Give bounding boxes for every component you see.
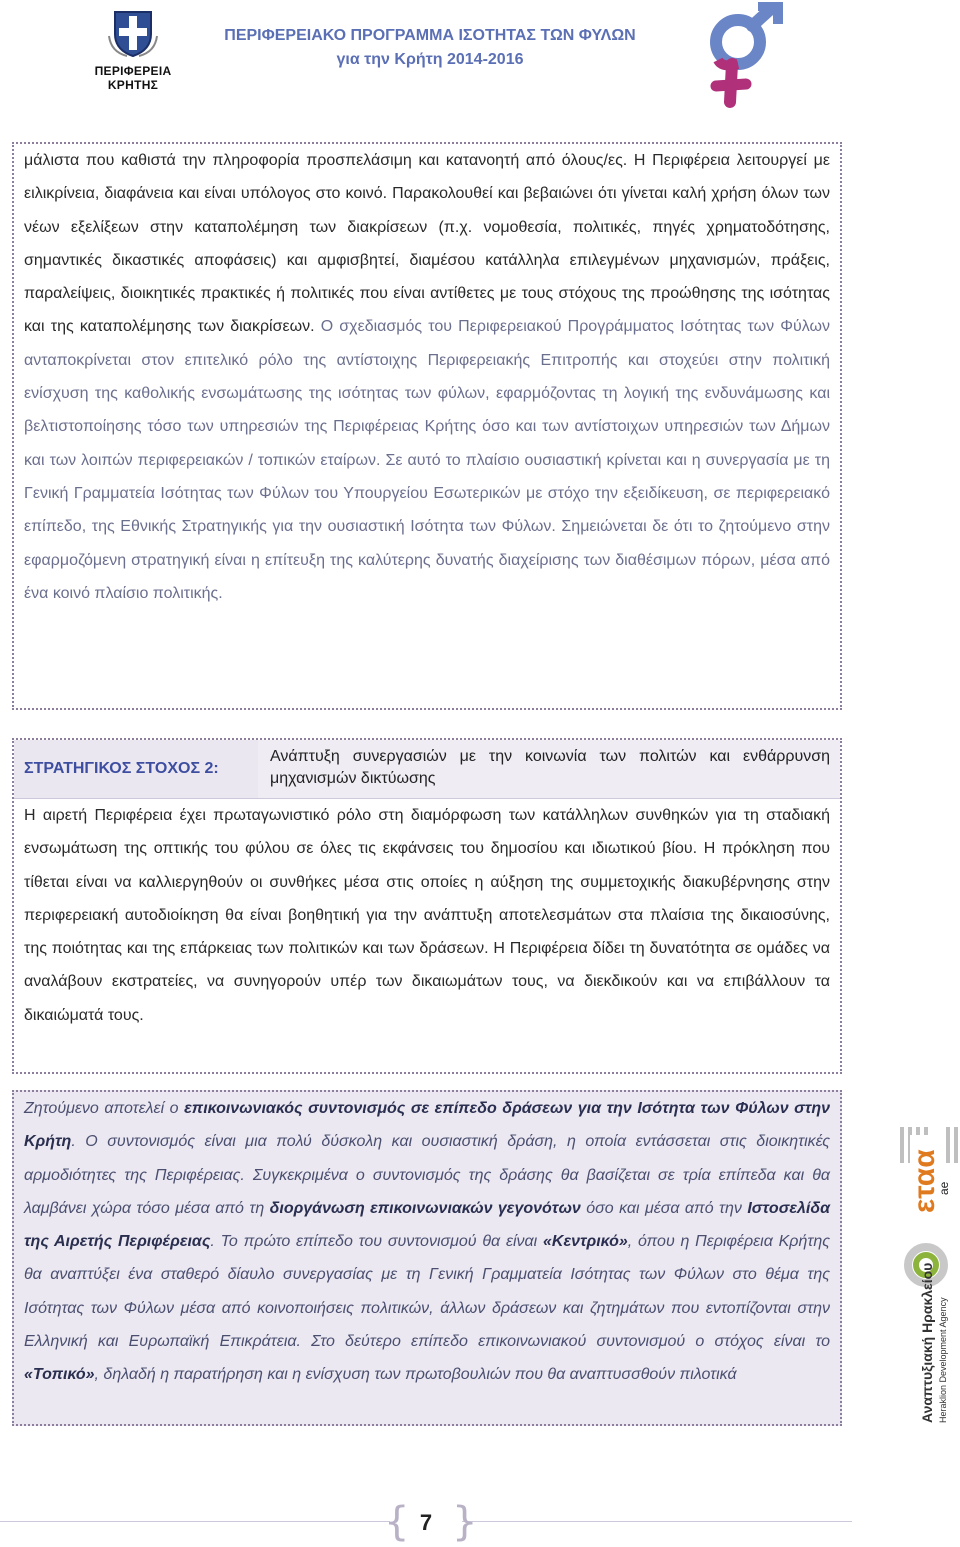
left-brace-icon: { (384, 1499, 410, 1545)
footer-rule-right (462, 1521, 852, 1522)
agency-brand-sub: ae (937, 1181, 951, 1195)
text-run: όσο και μέσα από την (580, 1199, 748, 1217)
coordination-paragraph (24, 1092, 830, 1392)
agency-name-gr: Αναπτυξιακή Ηρακλείου (919, 1262, 935, 1423)
agency-brand-text: εταα (908, 1149, 941, 1213)
intro-text-planning: Ο σχεδιασμός του Περιφερειακού Προγράμματος Ισότητας των Φύλων ανταποκρίνεται στον επιτελικό ρόλο της αντίστοιχης Περιφερειακής Επιτροπής και στοχεύει στην πολιτική ενίσχυση της καθολικής ενσωμάτωσης της ισότητας των φύλων, εφαρμόζοντας τη λογική της ενδυνάμωσης και βελτιστοποίησης τόσο των υπηρεσιών της Περιφέρειας Κρήτης όσο και των αντίστοιχων υπηρεσιών των Δήμων και των λοιπών περιφερειακών / τοπικών εταίρων. Σε αυτό το πλαίσιο ουσιαστική κρίνεται και η συνεργασία με τη Γενική Γραμματεία Ισότητας των Φύλων του Υπουργείου Εσωτερικών με στόχο την εξειδίκευση, σε περιφερειακό επίπεδο, της Εθνικής Στρατηγικής για την ουσιαστική Ισότητα των Φύλων. Σημειώνεται δε ότι το ζητούμενο στην εφαρμοζόμενη στρατηγική είναι η επίτευξη της καλύτερης δυνατής διαχείρισης των διαθέσιμων πόρων, μέσα από ένα κοινό πλαίσιο πολιτικής. (24, 318, 830, 602)
strategic-goal-header (14, 740, 840, 799)
heraklion-development-agency-logo (896, 1125, 960, 1425)
program-title (180, 24, 680, 72)
text-run: . Το πρώτο επίπεδο του συντονισμού θα είναι (210, 1233, 543, 1251)
region-crete-logo (88, 6, 178, 94)
text-run: , δηλαδή η παρατήρηση και η ενίσχυση των πρωτοβουλιών που θα αναπτυσσθούν πιλοτικά (94, 1366, 737, 1384)
coordination-text-box (12, 1090, 842, 1426)
bold-run: διοργάνωση επικοινωνιακών γεγονότων (269, 1199, 581, 1217)
agency-name-en: Heraklion Development Agency (938, 1297, 948, 1423)
program-title-line2: για την Κρήτη 2014-2016 (336, 51, 524, 68)
region-name-line1: ΠΕΡΙΦΕΡΕΙΑ (94, 64, 172, 78)
agency-logo-icon (896, 1125, 960, 1425)
page-header (0, 0, 960, 120)
text-run: , όπου η Περιφέρεια Κρήτης θα αναπτύξει ένα σταθερό δίαυλο συνεργασίας με τη Γενική Γραμματεία Ισότητας των Φύλων στο θέμα της Ισότητας των Φύλων μέσα από κοινοποιήσεις πολιτικών, άλλων δράσεων και ζητημάτων που εντοπίζονται στην Ελληνική και Ευρωπαϊκή Επικράτεια. Στο δεύτερο επίπεδο επικοινωνιακού συντονισμού ο στόχος είναι το (24, 1233, 830, 1351)
page-number: 7 (419, 1510, 433, 1535)
text-run: . Ο συντονισμός είναι μια πολύ δύσκολη και ουσιαστική δράση, η οποία εντάσσεται στις διοικητικές αρμοδιότητες της Περιφέρειας. Συγκεκριμένα ο συντονισμός της δράσης θα βασίζεται σε τρία επίπεδα και θα λαμβάνει χώρα τόσο μέσα από τη (24, 1133, 830, 1217)
region-name-line2: ΚΡΗΤΗΣ (107, 78, 159, 92)
intro-text-main: μάλιστα που καθιστά την πληροφορία προσπελάσιμη και κατανοητή από όλους/ες. Η Περιφέρεια λειτουργεί με ειλικρίνεια, διαφάνεια και είναι υπόλογος στο κοινό. Παρακολουθεί και βεβαιώνει ότι γίνεται καλή χρήση όλων των νέων εξελίξεων στην καταπολέμηση των διακρίσεων (π.χ. νομοθεσία, πολιτικές, πηγές χρηματοδότησης, σημαντικές δικαστικές αποφάσεις) και αμφισβητεί, διαμέσου κατάλληλα επιλεγμένων μηχανισμών, πράξεις, παραλείψεις, διοικητικές πρακτικές ή πολιτικές που είναι αντίθετες με τους στόχους της προώθησης της ισότητας και της καταπολέμησης των διακρίσεων. (24, 152, 830, 336)
strategic-goal-box (12, 738, 842, 1074)
strategic-goal-body: Η αιρετή Περιφέρεια έχει πρωταγωνιστικό ρόλο στη διαμόρφωση των κατάλληλων συνθηκών για τη σταδιακή ενσωμάτωση της οπτικής του φύλου σε όλες τις εκφάνσεις του δημοσίου και ιδιωτικού βίου. Η πρόκληση που τίθεται είναι να καλλιεργηθούν οι συνθήκες μέσα στις οποίες η αύξηση της συμμετοχικής διακυβέρνησης στην περιφερειακή αυτοδιοίκηση θα είναι βοηθητική για την ανάπτυξη αποτελεσμάτων στα πλαίσια της δικαιοσύνης, της ποιότητας και της επάρκειας των πολιτικών και των δράσεων. Η Περιφέρεια δίδει τη δυνατότητα σε ομάδες να αναλάβουν εκστρατείες, να συνηγορούν υπέρ των δικαιωμάτων τους, να διεκδικούν και να επιβάλλουν τα δικαιώματά τους. (24, 807, 830, 1024)
bold-run: «Κεντρικό» (543, 1233, 628, 1251)
bold-run: επικοινωνιακός συντονισμός σε επίπεδο δράσεων για την Ισότητα των Φύλων στην Κρήτη (24, 1100, 830, 1151)
intro-text-box (12, 142, 842, 710)
greek-emblem-icon (107, 6, 159, 58)
gender-symbol-icon (700, 2, 790, 114)
strategic-goal-title: Ανάπτυξη συνεργασιών με την κοινωνία των πολιτών και ενθάρρυνση μηχανισμών δικτύωσης (258, 740, 840, 798)
bold-run: «Τοπικό» (24, 1366, 95, 1384)
gender-symbols-logo (700, 2, 790, 119)
program-title-line1: ΠΕΡΙΦΕΡΕΙΑΚΟ ΠΡΟΓΡΑΜΜΑ ΙΣΟΤΗΤΑΣ ΤΩΝ ΦΥΛΩΝ (224, 27, 636, 44)
right-brace-icon: } (452, 1499, 478, 1545)
strategic-goal-label: ΣΤΡΑΤΗΓΙΚΟΣ ΣΤΟΧΟΣ 2: (14, 740, 258, 798)
region-name (88, 64, 178, 92)
footer-rule-left (0, 1521, 390, 1522)
text-run: Ζητούμενο αποτελεί ο (24, 1100, 185, 1117)
bold-run: Ιστοσελίδα της Αιρετής Περιφέρειας (24, 1199, 831, 1251)
intro-paragraph (24, 144, 830, 610)
